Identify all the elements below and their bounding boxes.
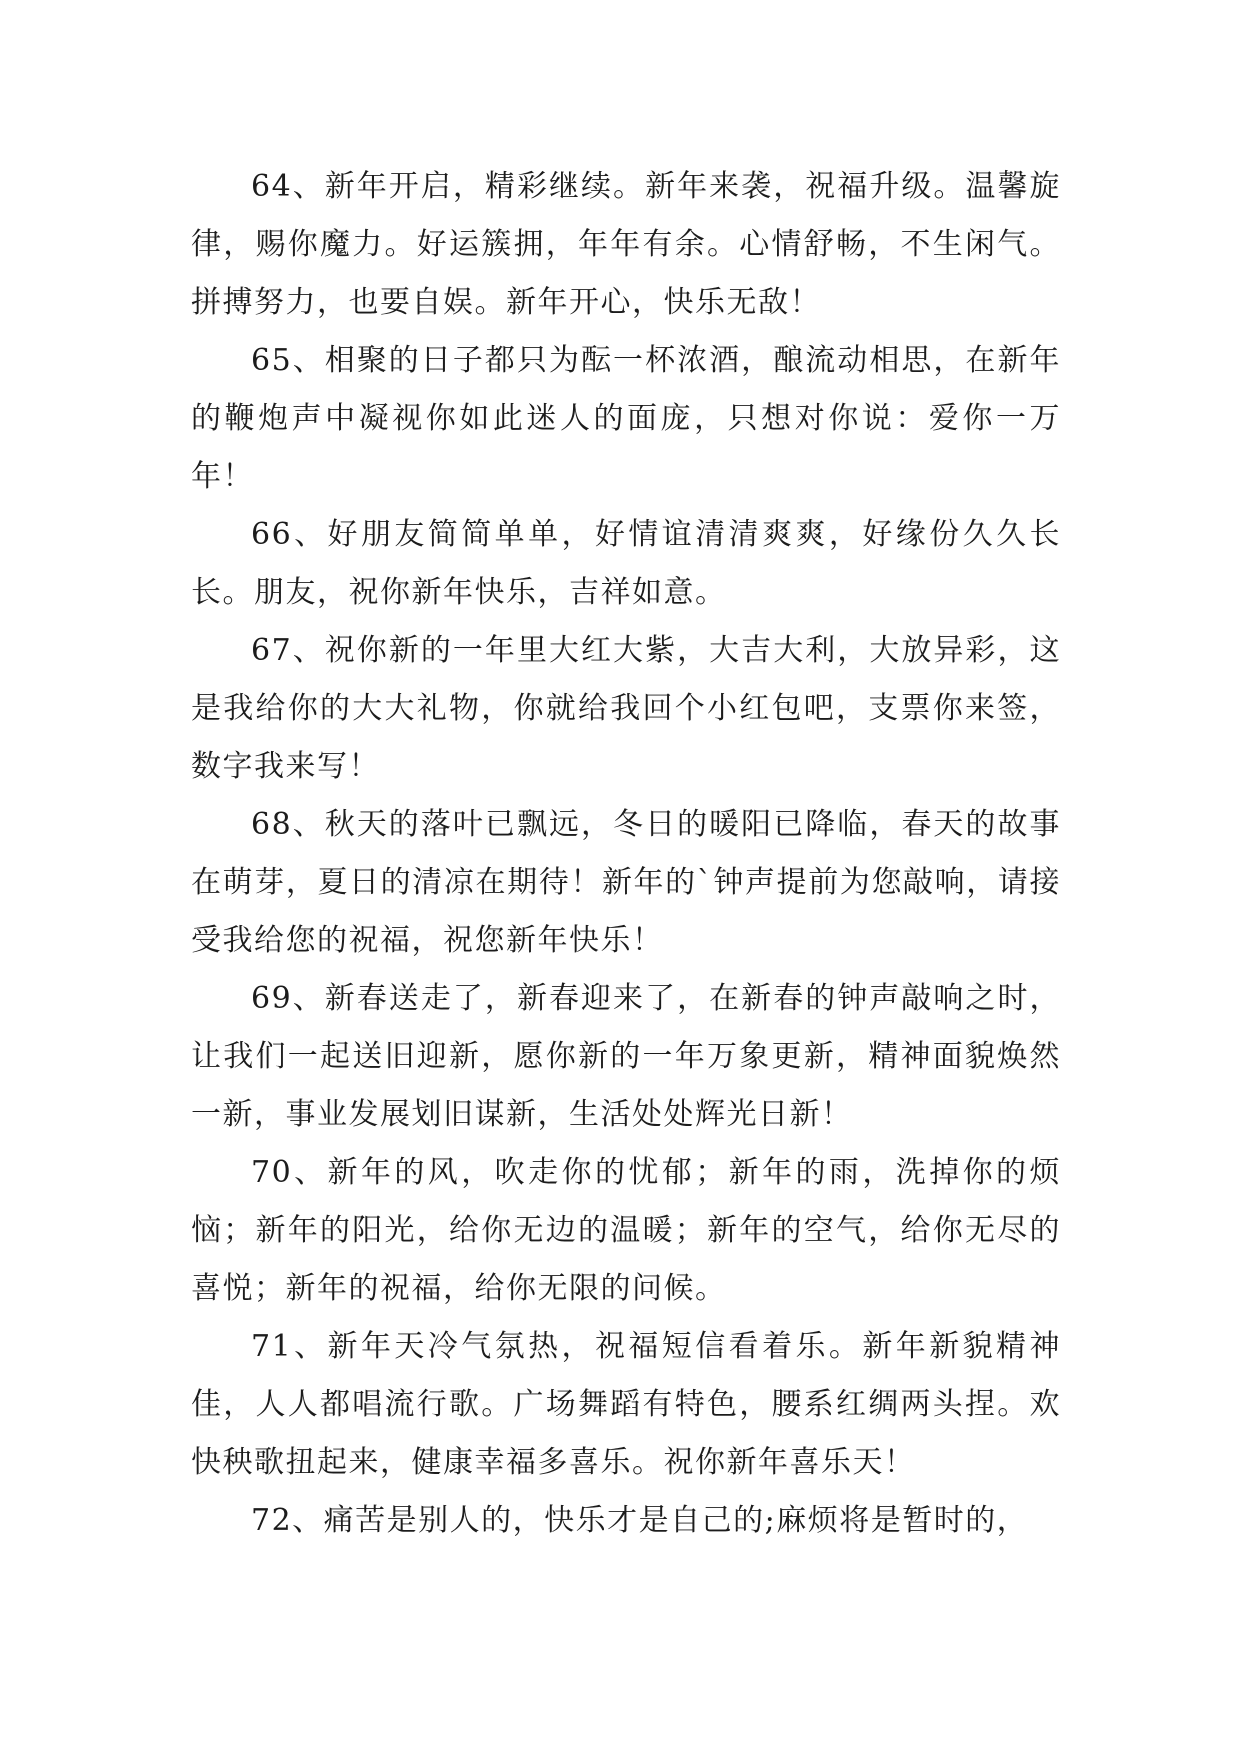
paragraph-64: 64、新年开启，精彩继续。新年来袭，祝福升级。温馨旋律，赐你魔力。好运簇拥，年年有余。心情舒畅，不生闲气。拼搏努力，也要自娱。新年开心，快乐无敌！ bbox=[191, 169, 1061, 320]
paragraph-72: 72、痛苦是别人的，快乐才是自己的;麻烦将是暂时的， bbox=[251, 1503, 1029, 1538]
paragraph-70: 70、新年的风，吹走你的忧郁；新年的雨，洗掉你的烦恼；新年的阳光，给你无边的温暖；新年的空气，给你无尽的喜悦；新年的祝福，给你无限的问候。 bbox=[191, 1155, 1061, 1306]
paragraph-69: 69、新春送走了，新春迎来了，在新春的钟声敲响之时，让我们一起送旧迎新，愿你新的一年万象更新，精神面貌焕然一新，事业发展划旧谋新，生活处处辉光日新！ bbox=[191, 981, 1061, 1132]
paragraph-65: 65、相聚的日子都只为酝一杯浓酒，酿流动相思，在新年的鞭炮声中凝视你如此迷人的面庞，只想对你说：爱你一万年！ bbox=[191, 343, 1061, 494]
document-body bbox=[191, 158, 1061, 1550]
paragraph-67: 67、祝你新的一年里大红大紫，大吉大利，大放异彩，这是我给你的大大礼物，你就给我回个小红包吧，支票你来签，数字我来写！ bbox=[191, 633, 1061, 784]
paragraph-68: 68、秋天的落叶已飘远，冬日的暖阳已降临，春天的故事在萌芽，夏日的清凉在期待！新年的`钟声提前为您敲响，请接受我给您的祝福，祝您新年快乐！ bbox=[191, 807, 1061, 958]
paragraph-66: 66、好朋友简简单单，好情谊清清爽爽，好缘份久久长长。朋友，祝你新年快乐，吉祥如意。 bbox=[191, 517, 1061, 610]
paragraph-71: 71、新年天冷气氛热，祝福短信看着乐。新年新貌精神佳，人人都唱流行歌。广场舞蹈有特色，腰系红绸两头捏。欢快秧歌扭起来，健康幸福多喜乐。祝你新年喜乐天！ bbox=[191, 1329, 1061, 1480]
